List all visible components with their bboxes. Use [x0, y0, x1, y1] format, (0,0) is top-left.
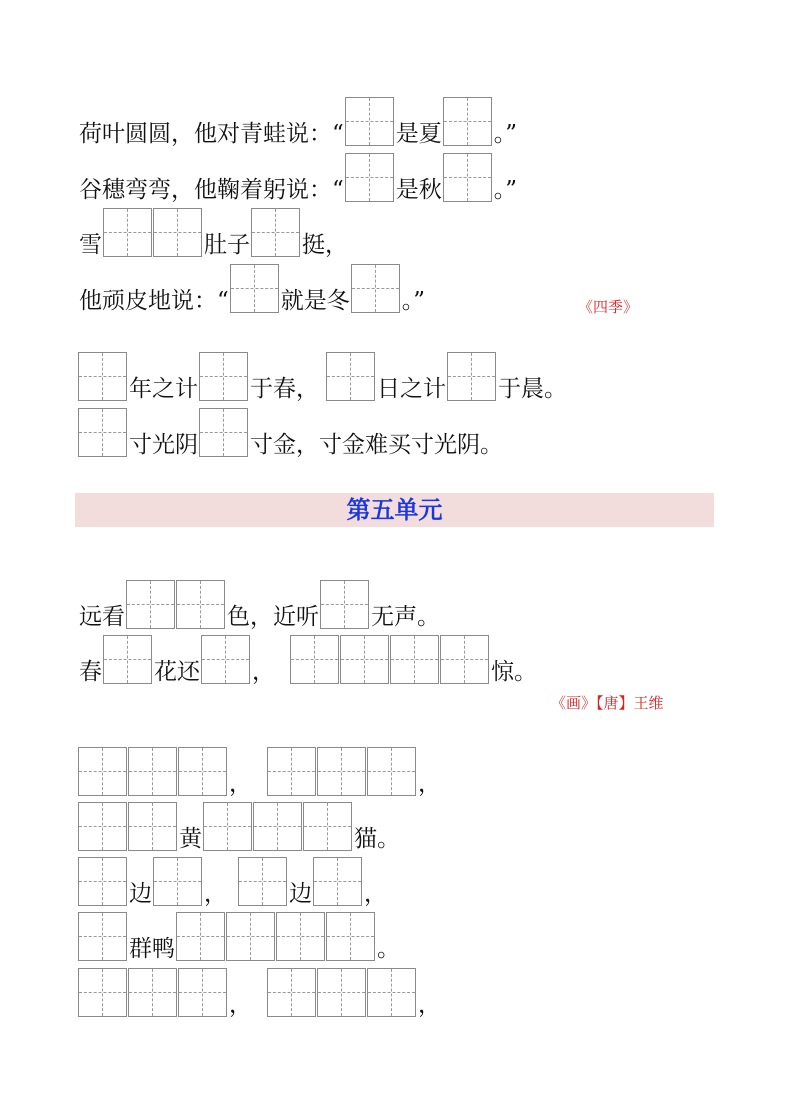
text: 他顽皮地说：“: [79, 288, 229, 314]
text: 春: [79, 659, 102, 685]
text: 荷叶圆圆，他对青蛙说：“: [79, 121, 344, 147]
blank-box[interactable]: [303, 802, 352, 851]
blank-box[interactable]: [78, 968, 127, 1017]
blank-box[interactable]: [199, 408, 248, 457]
blank-box[interactable]: [128, 802, 177, 851]
siji-line-3: [78, 208, 349, 257]
blank-box[interactable]: [253, 802, 302, 851]
blank-box[interactable]: [317, 747, 366, 796]
text: 边: [129, 881, 152, 907]
blank-box[interactable]: [176, 580, 225, 629]
text: 雪: [79, 232, 102, 258]
text: 无声。: [371, 604, 440, 630]
text: 群鸭: [129, 936, 175, 962]
blank-box[interactable]: [238, 857, 287, 906]
blank-box[interactable]: [390, 635, 439, 684]
text: 惊。: [491, 659, 537, 685]
text: ，: [364, 881, 387, 907]
text: 边: [289, 881, 312, 907]
text: 猫。: [354, 826, 400, 852]
text: 花还: [154, 659, 200, 685]
text: 寸金，寸金难买寸光阴。: [250, 432, 503, 458]
blank-box[interactable]: [126, 580, 175, 629]
text: 于晨。: [498, 376, 567, 402]
unit-title-banner: 第五单元: [75, 493, 714, 527]
blank-box[interactable]: [128, 968, 177, 1017]
blank-box[interactable]: [78, 912, 127, 961]
blank-box[interactable]: [326, 912, 375, 961]
blank-box[interactable]: [367, 968, 416, 1017]
text: 色，近听: [227, 604, 319, 630]
blank-box[interactable]: [267, 968, 316, 1017]
last-line-1: [78, 747, 442, 796]
text: 。”: [493, 121, 518, 147]
blank-box[interactable]: [340, 635, 389, 684]
proverb-line-2: [78, 408, 504, 457]
blank-box[interactable]: [199, 352, 248, 401]
text: 年之计: [129, 376, 198, 402]
blank-box[interactable]: [320, 580, 369, 629]
blank-box[interactable]: [78, 857, 127, 906]
text: ，: [418, 992, 441, 1018]
text: 远看: [79, 604, 125, 630]
blank-box[interactable]: [226, 912, 275, 961]
text: ，: [229, 992, 252, 1018]
blank-box[interactable]: [78, 408, 127, 457]
blank-box[interactable]: [326, 352, 375, 401]
text: 寸光阴: [129, 432, 198, 458]
siji-line-4: [78, 264, 426, 313]
hua-line-1: [78, 580, 441, 629]
source-siji: 《四季》: [578, 298, 639, 316]
text: 是秋: [395, 177, 442, 203]
blank-box[interactable]: [153, 208, 202, 257]
blank-box[interactable]: [178, 968, 227, 1017]
blank-box[interactable]: [443, 153, 492, 202]
text: ，: [204, 881, 227, 907]
blank-box[interactable]: [367, 747, 416, 796]
proverb-line-1: [78, 352, 568, 401]
blank-box[interactable]: [78, 802, 127, 851]
text: 。: [377, 936, 400, 962]
text: 日之计: [377, 376, 446, 402]
blank-box[interactable]: [78, 352, 127, 401]
blank-box[interactable]: [267, 747, 316, 796]
text: 。”: [401, 288, 426, 314]
blank-box[interactable]: [313, 857, 362, 906]
text: 谷穗弯弯，他鞠着躬说：“: [79, 177, 344, 203]
text: 肚子: [204, 232, 250, 258]
text: 。”: [493, 177, 518, 203]
text: ，: [252, 659, 275, 685]
last-line-2: [78, 802, 401, 851]
blank-box[interactable]: [345, 97, 394, 146]
blank-box[interactable]: [103, 635, 152, 684]
last-line-4: [78, 912, 401, 961]
siji-line-2: [78, 153, 518, 202]
blank-box[interactable]: [276, 912, 325, 961]
text: 挺，: [302, 232, 348, 258]
blank-box[interactable]: [251, 208, 300, 257]
blank-box[interactable]: [351, 264, 400, 313]
blank-box[interactable]: [440, 635, 489, 684]
blank-box[interactable]: [153, 857, 202, 906]
text: ，: [418, 771, 441, 797]
text: 是夏: [395, 121, 442, 147]
siji-line-1: [78, 97, 518, 146]
blank-box[interactable]: [317, 968, 366, 1017]
source-hua: 《画》【唐】王维: [551, 694, 664, 712]
blank-box[interactable]: [443, 97, 492, 146]
blank-box[interactable]: [128, 747, 177, 796]
blank-box[interactable]: [178, 747, 227, 796]
text: ，: [229, 771, 252, 797]
text: 就是冬: [280, 288, 350, 314]
blank-box[interactable]: [201, 635, 250, 684]
blank-box[interactable]: [203, 802, 252, 851]
blank-box[interactable]: [345, 153, 394, 202]
blank-box[interactable]: [290, 635, 339, 684]
last-line-3: [78, 857, 388, 906]
hua-line-2: [78, 635, 538, 684]
blank-box[interactable]: [230, 264, 279, 313]
blank-box[interactable]: [447, 352, 496, 401]
blank-box[interactable]: [103, 208, 152, 257]
blank-box[interactable]: [78, 747, 127, 796]
last-line-5: [78, 968, 442, 1017]
blank-box[interactable]: [176, 912, 225, 961]
text: 黄: [179, 826, 202, 852]
text: 于春，: [250, 376, 319, 402]
